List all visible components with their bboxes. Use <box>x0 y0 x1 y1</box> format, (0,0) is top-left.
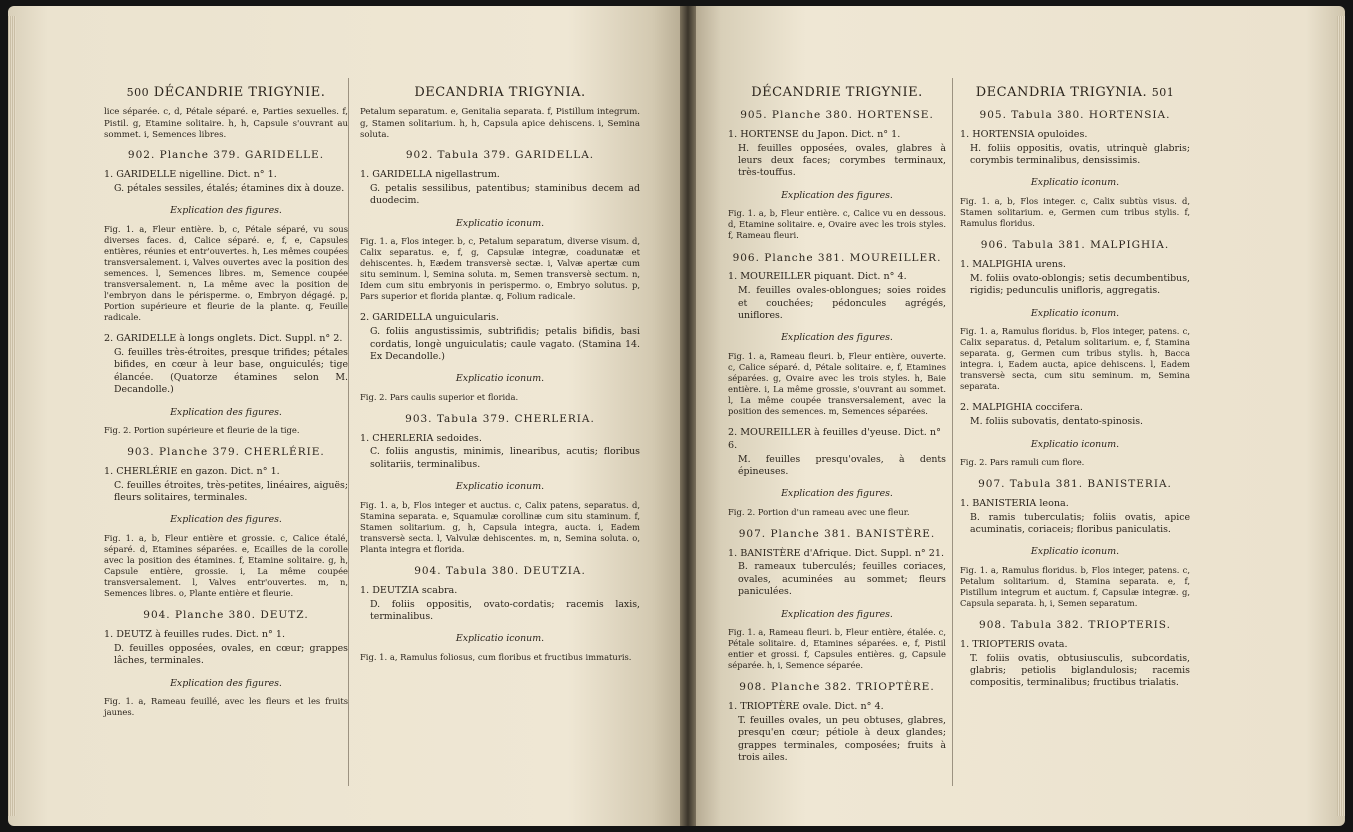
plate-heading: 906. Tabula 381. MALPIGHIA. <box>980 239 1170 252</box>
continuation-text: lice séparée. c, d, Pétale séparé. e, Parties sexuelles. f, Pistil. g, Etamine solitaire. h, h, Capsule s'ouvrant au sommet. i, Semences libres. <box>104 107 348 140</box>
figure-legend: Fig. 1. a, b, Fleur entière et grossie. c, Calice étalé, séparé. d, Etamines séparées. e, Ecailles de la corolle avec la position des étamines. f, Etamine solitaire. g, h, Capsule entière, grossie. i, La même coupée transversalement. l, Valves entr'ouvertes. m, n, Semences libres. o, Plante entière et fleurie. <box>104 532 348 599</box>
species-name: 1. BANISTERIA leona. <box>960 497 1069 509</box>
species-name: 1. CHERLÉRIE en gazon. Dict. n° 1. <box>104 466 280 477</box>
species-description: T. foliis ovatis, obtusiusculis, subcordatis, glabris; petiolis biglandulosis; racemis compositis, terminalibus; fructibus trialatis. <box>970 652 1190 689</box>
species-description: H. feuilles opposées, ovales, glabres à leurs deux faces; corymbes terminaux, très-touffus. <box>738 142 946 179</box>
plate-heading: 904. Tabula 380. DEUTZIA. <box>414 565 586 578</box>
figure-legend: Fig. 1. a, b, Fleur entière. c, Calice vu en dessous. d, Etamine solitaire. e, Ovaire avec les trois styles. f, Rameau fleuri. <box>728 208 946 241</box>
species-name: 1. HORTENSIA opuloides. <box>960 129 1088 141</box>
species-name: 2. GARIDELLE à longs onglets. Dict. Suppl. n° 2. <box>104 333 343 345</box>
explanation-heading: Explication des figures. <box>781 488 893 500</box>
species-description: H. foliis oppositis, ovatis, utrinquè glabris; corymbis terminalibus, densissimis. <box>970 142 1190 167</box>
figure-legend: Fig. 1. a, Flos integer. b, c, Petalum separatum, diverse visum. d, Calix separatus. e, f, g, Capsulæ integræ, coadunatæ et dehiscentes. h, Eædem transversè sectæ. i, Valvæ apertæ cum situ seminum. l, Semina soluta. m, Semen transversè sectum. n, Idem cum situ embryonis in perispermo. o, Embryo solutus. p, Pars superior et florida plantæ. q, Folium radicale. <box>360 235 640 302</box>
species-description: M. foliis ovato-oblongis; setis decumbentibus, rigidis; pedunculis unifloris, aggregatis. <box>970 272 1190 297</box>
species-name: 2. MOUREILLER à feuilles d'yeuse. Dict. n° 6. <box>728 427 941 451</box>
species-name: 1. MALPIGHIA urens. <box>960 259 1066 271</box>
plate-heading: 904. Planche 380. DEUTZ. <box>143 609 309 622</box>
species-description: M. foliis subovatis, dentato-spinosis. <box>970 416 1143 428</box>
plate-heading: 902. Planche 379. GARIDELLE. <box>127 149 325 162</box>
explanation-heading: Explicatio iconum. <box>1030 177 1120 189</box>
page-number: 501 <box>1151 86 1175 99</box>
page-number: 500 <box>126 86 150 99</box>
figure-legend: Fig. 1. a, Ramulus floridus. b, Flos integer, patens. c, Petalum solitarium. d, Stamina separata. e, f, Pistillum integrum et auctum. f, Capsulæ integræ. g, Capsula separata. h, i, Semen separatum. <box>960 564 1190 609</box>
plate-heading: 907. Tabula 381. BANISTERIA. <box>978 478 1172 491</box>
figure-legend: Fig. 1. a, Ramulus foliosus, cum floribus et fructibus immaturis. <box>360 651 632 662</box>
column-rule <box>952 78 953 786</box>
species-description: T. feuilles ovales, un peu obtuses, glabres, presqu'en cœur; pétiole à deux glandes; grappes terminales, composées; fruits à trois ailes. <box>738 714 946 764</box>
species-description: D. foliis oppositis, ovato-cordatis; racemis laxis, terminalibus. <box>370 598 640 622</box>
explanation-heading: Explication des figures. <box>170 406 282 418</box>
species-name: 1. BANISTÈRE d'Afrique. Dict. Suppl. n° 21. <box>728 547 945 559</box>
explanation-heading: Explicatio iconum. <box>1030 307 1120 319</box>
plate-heading: 907. Planche 381. BANISTÈRE. <box>738 527 936 540</box>
species-name: 1. GARIDELLA nigellastrum. <box>360 169 500 181</box>
page-edge <box>1337 16 1345 816</box>
species-description: G. feuilles très-étroites, presque trifides; pétales bifides, en cœur à leur base, onguiculés; tige élancée. (Quatorze étamines selon M. Decandolle.) <box>114 347 348 396</box>
plate-heading: 903. Planche 379. CHERLÉRIE. <box>127 446 325 459</box>
column-rule <box>348 78 349 786</box>
species-description: C. foliis angustis, minimis, linearibus, acutis; floribus solitariis, terminalibus. <box>370 446 640 470</box>
species-name: 1. DEUTZ à feuilles rudes. Dict. n° 1. <box>104 629 286 641</box>
explanation-heading: Explicatio iconum. <box>455 481 545 493</box>
figure-legend: Fig. 2. Portion supérieure et fleurie de la tige. <box>104 425 300 436</box>
explanation-heading: Explication des figures. <box>170 677 282 689</box>
species-name: 1. DEUTZIA scabra. <box>360 584 458 596</box>
species-description: M. feuilles ovales-oblongues; soies roides et couchées; pédoncules agrégés, uniflores. <box>738 285 946 321</box>
species-name: 1. TRIOPTÈRE ovale. Dict. n° 4. <box>728 701 884 713</box>
explanation-heading: Explicatio iconum. <box>1030 438 1120 450</box>
plate-heading: 903. Tabula 379. CHERLERIA. <box>405 412 595 425</box>
figure-legend: Fig. 2. Pars ramuli cum flore. <box>960 456 1085 467</box>
species-description: M. feuilles presqu'ovales, à dents épineuses. <box>738 453 946 477</box>
plate-heading: 906. Planche 381. MOUREILLER. <box>732 251 942 264</box>
species-description: B. rameaux tuberculés; feuilles coriaces, ovales, acuminées au sommet; fleurs paniculées. <box>738 561 946 598</box>
figure-legend: Fig. 1. a, Fleur entière. b, c, Pétale séparé, vu sous diverses faces. d, Calice séparé. e, f, e, Capsules entières, réunies et entr'ouvertes. h, Les mêmes coupées transversalement. i, Valves ouvertes avec la position des semences. l, Semences libres. m, Semence coupée transversalement. n, La même avec la position de l'embryon dans le périsperme. o, Embryon dégagé. p, Portion supérieure et fleurie de la plante. q, Feuille radicale. <box>104 223 348 323</box>
explanation-heading: Explicatio iconum. <box>455 217 545 229</box>
figure-legend: Fig. 2. Portion d'un rameau avec une fleur. <box>728 506 910 517</box>
species-name: 1. GARIDELLE nigelline. Dict. n° 1. <box>104 169 277 181</box>
page-header <box>360 84 640 101</box>
explanation-heading: Explicatio iconum. <box>455 633 545 645</box>
species-description: G. petalis sessilibus, patentibus; staminibus decem ad duodecim. <box>370 182 640 207</box>
figure-legend: Fig. 1. a, Rameau fleuri. b, Fleur entière, ouverte. c, Calice séparé. d, Pétale solitaire. e, f, Etamines séparées. g, Ovaire avec les trois styles. h, Baie entière. i, La même grossie, s'ouvrant au sommet. l, La même coupée transversalement, avec la position des semences. m, Semences séparées. <box>728 350 946 417</box>
species-name: 1. CHERLERIA sedoides. <box>360 432 482 444</box>
explanation-heading: Explication des figures. <box>170 514 282 526</box>
running-title: DECANDRIA TRIGYNIA. <box>975 85 1148 100</box>
species-name: 1. MOUREILLER piquant. Dict. n° 4. <box>728 271 907 283</box>
running-title: DÉCANDRIE TRIGYNIE. <box>153 85 326 100</box>
plate-heading: 902. Tabula 379. GARIDELLA. <box>405 149 595 162</box>
column-p500-latin <box>360 84 640 673</box>
book-gutter <box>680 6 696 826</box>
explanation-heading: Explication des figures. <box>781 332 893 344</box>
figure-legend: Fig. 1. a, Rameau fleuri. b, Fleur entière, étalée. c, Pétale solitaire. d, Etamines séparées. e, f, Pistil entier et grossi. f, Capsules entières. g, Capsule séparée. h, i, Semence séparée. <box>728 627 946 671</box>
figure-legend: Fig. 1. a, b, Flos integer et auctus. c, Calix patens, separatus. d, Stamina separata. e, Squamulæ corollinæ cum situ staminum. f, Stamen solitarium. g, h, Capsula integra, aucta. i, Eadem transversè secta. l, Valvulæ dehiscentes. m, n, Semina soluta. o, Planta integra et florida. <box>360 499 640 554</box>
plate-heading: 908. Tabula 382. TRIOPTERIS. <box>979 619 1171 632</box>
figure-legend: Fig. 1. a, b, Flos integer. c, Calix subtùs visus. d, Stamen solitarium. e, Germen cum tribus stylis. f, Ramulus floridus. <box>960 195 1190 229</box>
explanation-heading: Explication des figures. <box>781 608 893 620</box>
running-title: DECANDRIA TRIGYNIA. <box>414 85 586 100</box>
species-name: 1. HORTENSE du Japon. Dict. n° 1. <box>728 129 901 141</box>
page-header <box>960 84 1190 101</box>
explanation-heading: Explication des figures. <box>781 189 893 201</box>
right-page-spread <box>696 6 1345 826</box>
explanation-heading: Explicatio iconum. <box>455 373 545 385</box>
continuation-text: Petalum separatum. e, Genitalia separata. f, Pistillum integrum. g, Stamen solitarium. h, h, Capsula apice dehiscens. i, Semina soluta. <box>360 107 640 140</box>
species-name: 2. GARIDELLA unguicularis. <box>360 312 499 324</box>
page-header <box>104 84 348 101</box>
species-description: G. pétales sessiles, étalés; étamines dix à douze. <box>114 182 345 194</box>
column-p501-french <box>728 84 946 773</box>
species-description: G. foliis angustissimis, subtrifidis; petalis bifidis, basi cordatis, longè unguiculatis; caule vagato. (Stamina 14. Ex Decandolle.) <box>370 326 640 362</box>
page-edge <box>8 16 16 816</box>
column-p501 <box>960 84 1190 698</box>
figure-legend: Fig. 2. Pars caulis superior et florida. <box>360 391 519 402</box>
explanation-heading: Explication des figures. <box>170 205 282 217</box>
species-name: 2. MALPIGHIA coccifera. <box>960 402 1083 414</box>
species-name: 1. TRIOPTERIS ovata. <box>960 639 1068 650</box>
plate-heading: 908. Planche 382. TRIOPTÈRE. <box>739 681 935 694</box>
page-header <box>728 84 946 101</box>
figure-legend: Fig. 1. a, Ramulus floridus. b, Flos integer, patens. c, Calix separatus. d, Petalum solitarium. e, f, Stamina separata. g, Germen cum tribus stylis. h, Bacca integra. i, Eadem aucta, apice dehiscens. l, Eadem transversè secta, cum situ seminum. m, Semina separata. <box>960 325 1190 392</box>
species-description: D. feuilles opposées, ovales, en cœur; grappes lâches, terminales. <box>114 642 348 667</box>
figure-legend: Fig. 1. a, Rameau feuillé, avec les fleurs et les fruits jaunes. <box>104 696 348 718</box>
column-p500 <box>104 84 348 728</box>
plate-heading: 905. Planche 380. HORTENSE. <box>740 109 934 122</box>
explanation-heading: Explicatio iconum. <box>1030 546 1120 558</box>
plate-heading: 905. Tabula 380. HORTENSIA. <box>979 109 1171 122</box>
species-description: C. feuilles étroites, très-petites, linéaires, aiguës; fleurs solitaires, terminales. <box>114 479 349 504</box>
species-description: B. ramis tuberculatis; foliis ovatis, apice acuminatis, coriaceis; floribus paniculatis. <box>970 511 1190 535</box>
open-book <box>8 6 1345 826</box>
left-page-spread <box>8 6 680 826</box>
running-title: DÉCANDRIE TRIGYNIE. <box>751 85 923 100</box>
